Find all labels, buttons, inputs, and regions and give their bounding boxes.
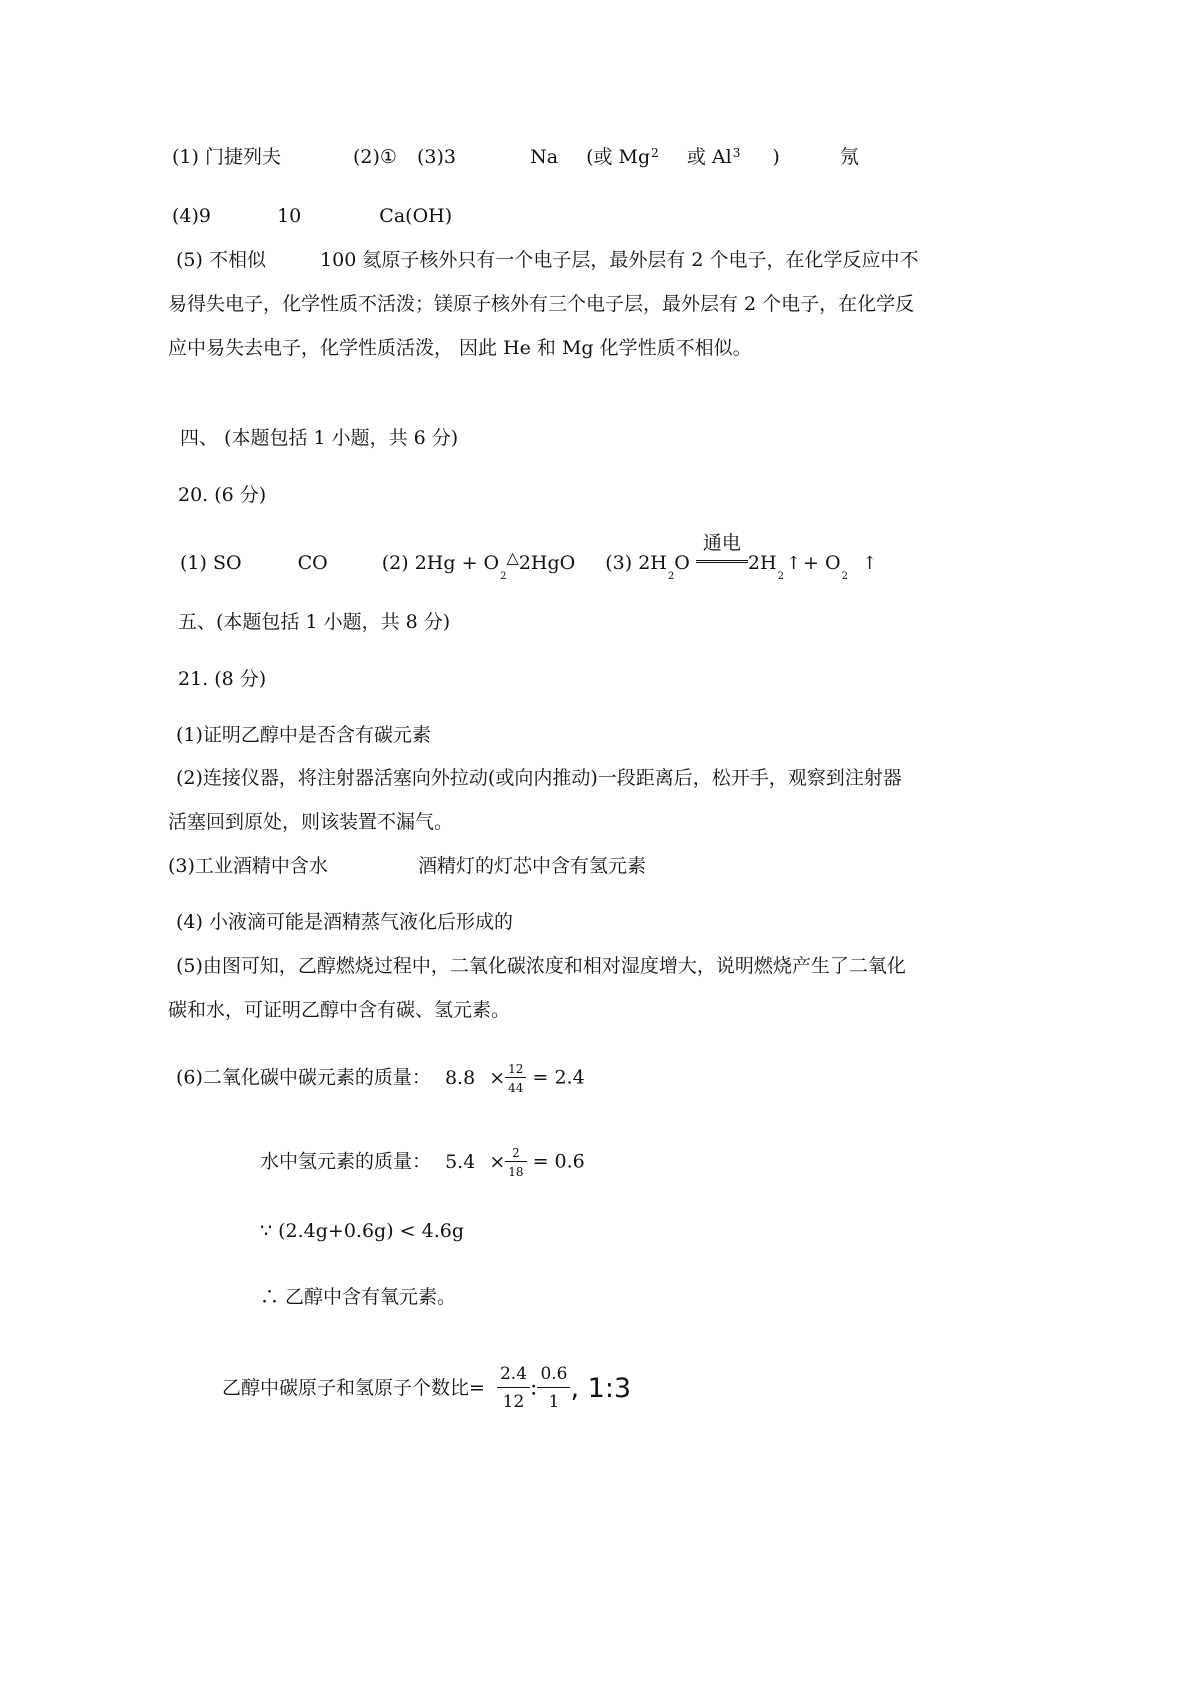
q19-line5: 应中易失去电子，化学性质活泼， 因此 He 和 Mg 化学性质不相似。 [168, 337, 752, 359]
q19-na: Na [530, 146, 559, 168]
q21-answer1: (1)证明乙醇中是否含有碳元素 [176, 724, 431, 746]
calc-carbon [176, 1063, 585, 1094]
ratio-fraction-hydrogen: $\frac{0.6}{1}$ [537, 1366, 570, 1411]
q21-answer2-line1: (2)连接仪器，将注射器活塞向外拉动(或向内推动)一段距离后，松开手，观察到注射器 [176, 767, 902, 789]
calc-carbon-result: = 2.4 [532, 1066, 585, 1089]
eq2-sub: 2 [500, 571, 507, 582]
section5-heading: 五、(本题包括 1 小题，共 8 分) [178, 611, 451, 633]
hydrogen-fraction: $\frac{2}{18}$ [505, 1147, 526, 1178]
q19-part3: (3)3 [417, 146, 457, 168]
eq3-h2: 2H [747, 552, 777, 574]
q21-answer5-line2: 碳和水，可证明乙醇中含有碳、氢元素。 [168, 999, 511, 1021]
calc-because: ∵ (2.4g+0.6g) < 4.6g [260, 1220, 465, 1242]
al-charge: 3 [732, 146, 741, 160]
eq1-co: CO [297, 552, 328, 574]
q19-line3 [176, 251, 919, 270]
q19-part2: (2)① [353, 146, 397, 168]
calc-hydrogen-label: 水中氢元素的质量： [260, 1150, 432, 1173]
q20-equations [180, 532, 879, 582]
q19-or-mg: (或 Mg [586, 146, 651, 168]
q20-title: 20. (6 分) [178, 484, 267, 506]
ratio-fraction-carbon: $\frac{2.4}{12}$ [497, 1366, 530, 1411]
q19-ne: 氖 [839, 146, 859, 168]
times-symbol: × [489, 1150, 506, 1173]
eq2-reactants: (2) 2Hg + O [381, 552, 500, 574]
eq3-sub2: 2 [777, 571, 784, 582]
calc-carbon-label: (6)二氧化碳中碳元素的质量： [176, 1066, 431, 1089]
calc-therefore: ∴ 乙醇中含有氧元素。 [260, 1286, 457, 1308]
q19-val10: 10 [277, 205, 302, 227]
eq3-plus-o: + O [803, 552, 841, 574]
calc-hydrogen-value: 5.4 [445, 1150, 476, 1173]
calc-hydrogen-result: = 0.6 [532, 1150, 585, 1173]
eq3-sub3: 2 [841, 571, 848, 582]
ratio-label: 乙醇中碳原子和氢原子个数比= [222, 1377, 485, 1399]
q19-line4: 易得失电子，化学性质不活泼；镁原子核外有三个电子层，最外层有 2 个电子，在化学反 [168, 293, 915, 315]
mg-charge: 2 [651, 146, 659, 160]
eq3-reactant: (3) 2H [605, 552, 667, 574]
q21-title: 21. (8 分) [178, 668, 267, 690]
gas-arrow-icon: ↑ [861, 553, 878, 574]
q19-part1: (1) 门捷列夫 [172, 146, 281, 168]
section4-heading: 四、 (本题包括 1 小题，共 6 分) [180, 427, 459, 449]
q21-answer3-right: 酒精灯的灯芯中含有氢元素 [417, 855, 646, 877]
q21-answer3-left: (3)工业酒精中含水 [168, 855, 328, 877]
calc-hydrogen [260, 1147, 585, 1178]
q21-answer4: (4) 小液滴可能是酒精蒸气液化后形成的 [176, 911, 513, 933]
gas-arrow-icon: ↑ [785, 553, 802, 574]
q19-part4: (4)9 [172, 205, 212, 227]
eq1-so: (1) SO [180, 552, 242, 574]
q19-explain-start: 100 氦原子核外只有一个电子层，最外层有 2 个电子，在化学反应中不 [320, 249, 919, 271]
ratio-result: , 1:3 [570, 1373, 632, 1404]
calc-ratio [222, 1366, 631, 1411]
calc-carbon-value: 8.8 [444, 1066, 476, 1089]
q19-part5: (5) 不相似 [176, 249, 266, 271]
eq3-o: O [674, 552, 690, 574]
q19-caoh: Ca(OH) [379, 205, 453, 227]
q21-answer3 [168, 857, 646, 876]
ratio-colon: : [530, 1375, 538, 1401]
eq2-product: 2HgO [518, 552, 576, 574]
q21-answer5-line1: (5)由图可知，乙醇燃烧过程中，二氧化碳浓度和相对湿度增大，说明燃烧产生了二氧化 [176, 955, 906, 977]
q19-or-al: 或 Al [686, 146, 732, 168]
electrolysis-condition: 通电 [696, 554, 748, 573]
q19-line2 [172, 207, 452, 226]
q19-line1 [172, 148, 859, 167]
eq3-sub1: 2 [667, 571, 675, 582]
q19-close: ) [772, 146, 780, 168]
heat-symbol: △ [506, 548, 519, 567]
q21-answer2-line2: 活塞回到原处，则该装置不漏气。 [168, 811, 454, 833]
times-symbol: × [489, 1066, 506, 1089]
carbon-fraction: $\frac{12}{44}$ [505, 1063, 526, 1094]
